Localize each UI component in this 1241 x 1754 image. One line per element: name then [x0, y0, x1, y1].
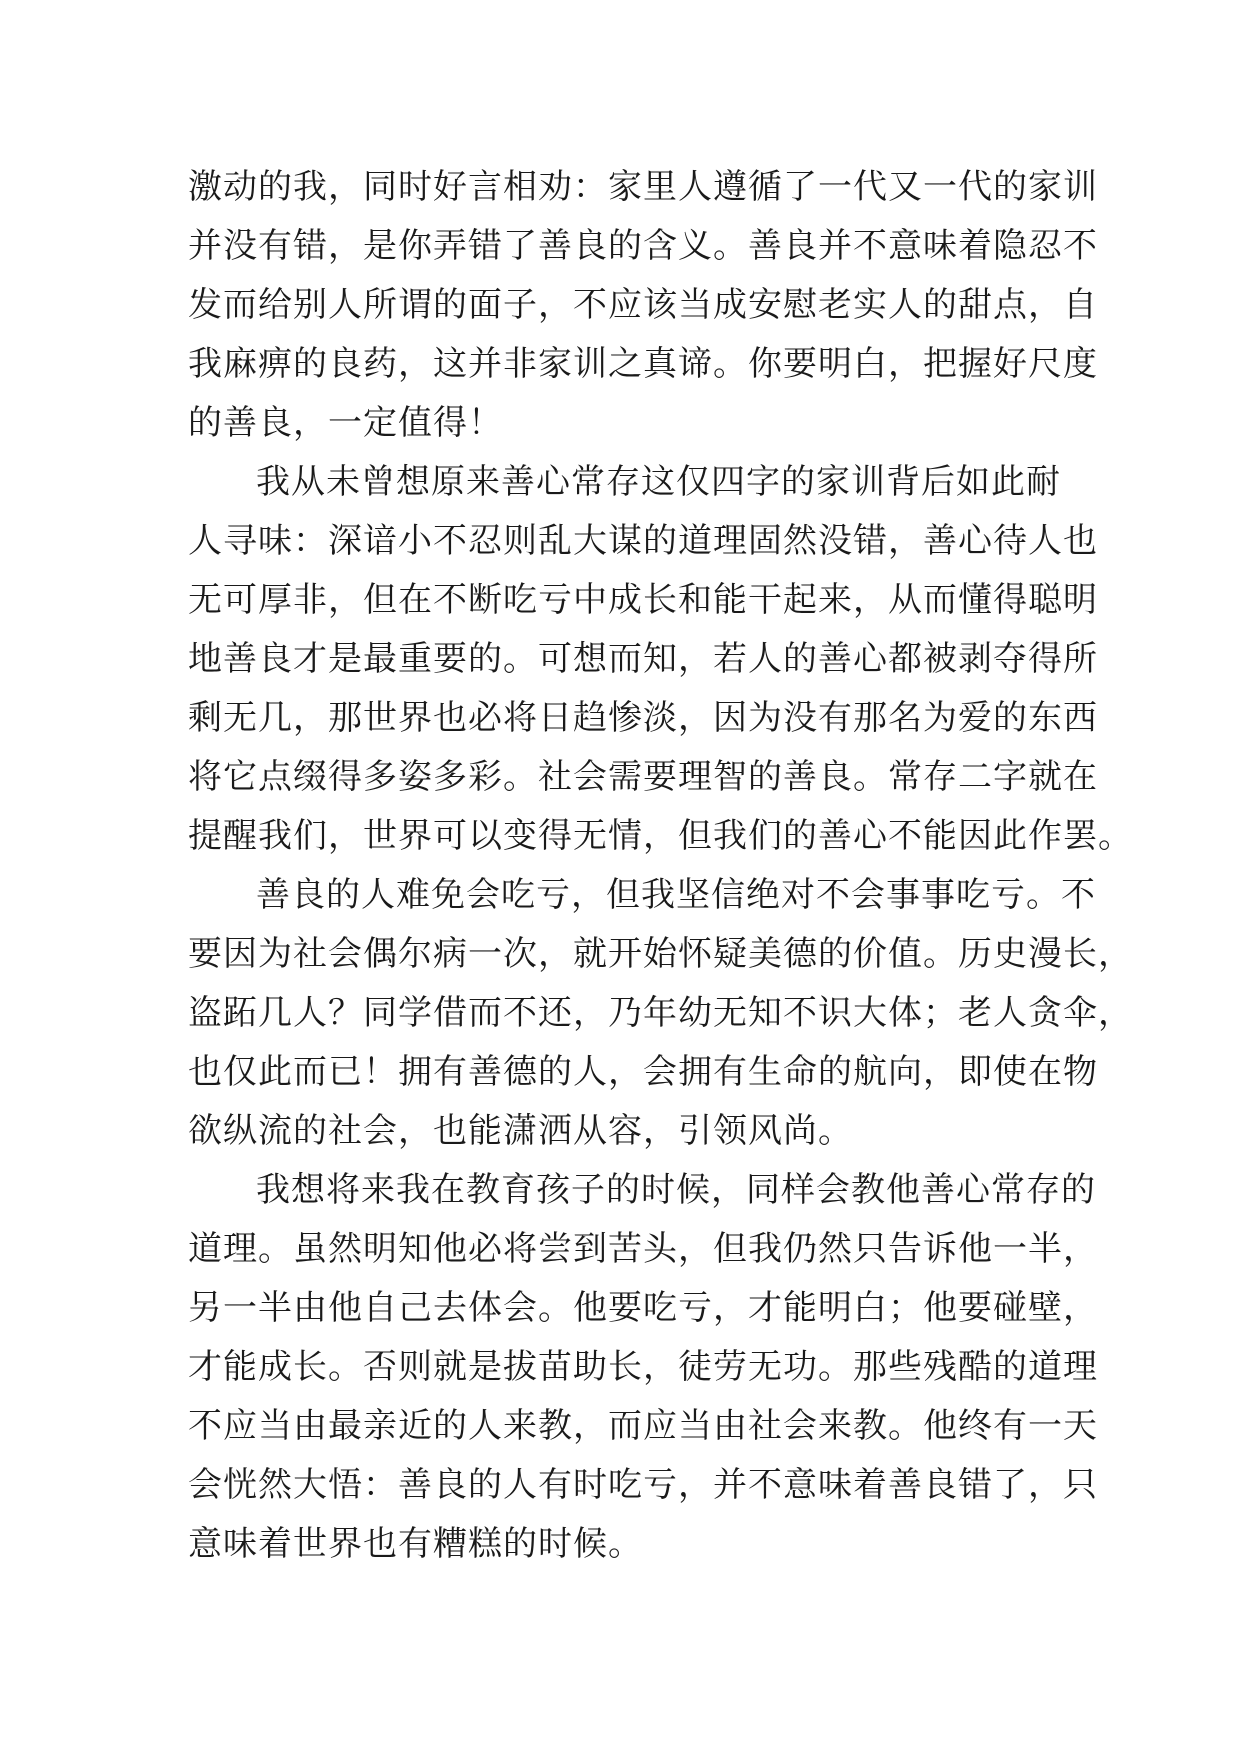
paragraph-1: [188, 158, 1098, 453]
text-line: 的善良，一定值得！: [188, 403, 503, 443]
text-line: 激动的我，同时好言相劝：家里人遵循了一代又一代的家训: [188, 167, 1098, 207]
text-line: 盗跖几人？同学借而不还，乃年幼无知不识大体；老人贪伞，: [188, 993, 1133, 1033]
text-line: 会恍然大悟：善良的人有时吃亏，并不意味着善良错了，只: [188, 1465, 1098, 1505]
text-line: 另一半由他自己去体会。他要吃亏，才能明白；他要碰壁，: [188, 1288, 1098, 1328]
paragraph-3: [188, 866, 1133, 1161]
text-line: 剩无几，那世界也必将日趋惨淡，因为没有那名为爱的东西: [188, 698, 1098, 738]
text-line: 道理。虽然明知他必将尝到苦头，但我仍然只告诉他一半，: [188, 1229, 1098, 1269]
text-line: 要因为社会偶尔病一次，就开始怀疑美德的价值。历史漫长，: [188, 934, 1133, 974]
text-line: 欲纵流的社会，也能潇洒从容，引领风尚。: [188, 1111, 853, 1151]
text-line: 也仅此而已！拥有善德的人，会拥有生命的航向，即使在物: [188, 1052, 1098, 1092]
text-line: 善良的人难免会吃亏，但我坚信绝对不会事事吃亏。不: [256, 875, 1096, 915]
text-line: 我从未曾想原来善心常存这仅四字的家训背后如此耐: [256, 462, 1061, 502]
text-line: 发而给别人所谓的面子，不应该当成安慰老实人的甜点，自: [188, 285, 1098, 325]
text-line: 我想将来我在教育孩子的时候，同样会教他善心常存的: [256, 1170, 1096, 1210]
text-line: 不应当由最亲近的人来教，而应当由社会来教。他终有一天: [188, 1406, 1098, 1446]
text-line: 将它点缀得多姿多彩。社会需要理智的善良。常存二字就在: [188, 757, 1098, 797]
paragraph-4: [188, 1161, 1098, 1574]
text-line: 地善良才是最重要的。可想而知，若人的善心都被剥夺得所: [188, 639, 1098, 679]
essay-body: [188, 158, 1133, 1574]
text-line: 我麻痹的良药，这并非家训之真谛。你要明白，把握好尺度: [188, 344, 1098, 384]
text-line: 人寻味：深谙小不忍则乱大谋的道理固然没错，善心待人也: [188, 521, 1098, 561]
paragraph-2: [188, 453, 1133, 866]
text-line: 意味着世界也有糟糕的时候。: [188, 1524, 643, 1564]
text-line: 无可厚非，但在不断吃亏中成长和能干起来，从而懂得聪明: [188, 580, 1098, 620]
text-line: 提醒我们，世界可以变得无情，但我们的善心不能因此作罢。: [188, 816, 1133, 856]
text-line: 并没有错，是你弄错了善良的含义。善良并不意味着隐忍不: [188, 226, 1098, 266]
text-line: 才能成长。否则就是拔苗助长，徒劳无功。那些残酷的道理: [188, 1347, 1098, 1387]
